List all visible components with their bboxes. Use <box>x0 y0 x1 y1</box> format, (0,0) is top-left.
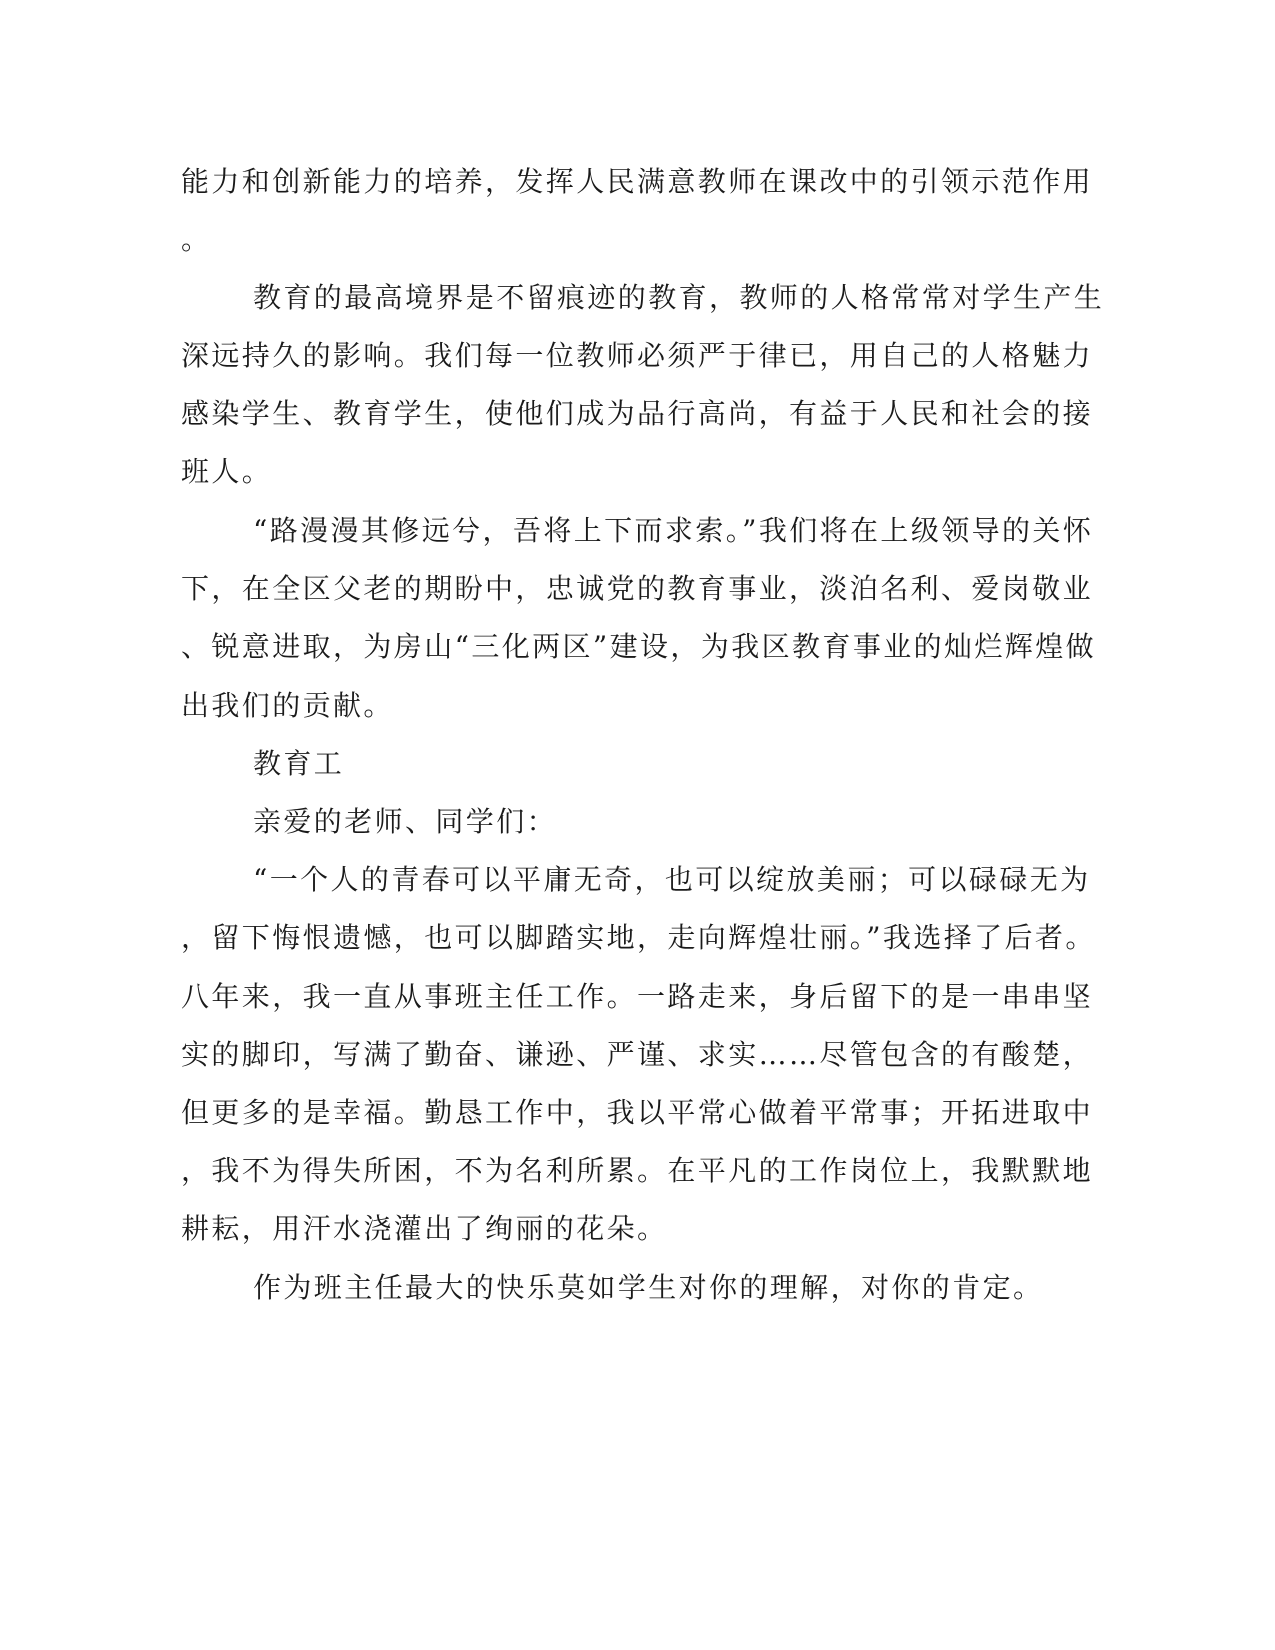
text-line: 深远持久的影响。我们每一位教师必须严于律已，用自己的人格魅力 <box>181 339 1094 372</box>
text-line: 实的脚印，写满了勤奋、谦逊、严谨、求实……尽管包含的有酸楚， <box>181 1038 1094 1071</box>
text-line: 八年来，我一直从事班主任工作。一路走来，身后留下的是一串串坚 <box>181 980 1094 1013</box>
text-line: 出我们的贡献。 <box>181 689 394 722</box>
text-line: 班人。 <box>181 455 273 488</box>
text-line: 下，在全区父老的期盼中，忠诚党的教育事业，淡泊名利、爱岗敬业 <box>181 572 1094 605</box>
text-line: ，留下悔恨遗憾，也可以脚踏实地，走向辉煌壮丽。”我选择了后者。 <box>181 921 1096 954</box>
text-line: 。 <box>181 223 212 256</box>
paragraph-start-line: 教育的最高境界是不留痕迹的教育，教师的人格常常对学生产生 <box>253 281 1105 314</box>
text-line: 、锐意进取，为房山“三化两区”建设，为我区教育事业的灿烂辉煌做 <box>181 630 1097 663</box>
paragraph-start-line: 作为班主任最大的快乐莫如学生对你的理解，对你的肯定。 <box>253 1271 1044 1304</box>
paragraph-start-line: “路漫漫其修远兮，吾将上下而求索。”我们将在上级领导的关怀 <box>253 514 1094 547</box>
text-line: ，我不为得失所困，不为名利所累。在平凡的工作岗位上，我默默地 <box>181 1154 1094 1187</box>
salutation: 亲爱的老师、同学们： <box>253 805 558 838</box>
text-line: 感染学生、教育学生，使他们成为品行高尚，有益于人民和社会的接 <box>181 397 1094 430</box>
paragraph-start-line: “一个人的青春可以平庸无奇，也可以绽放美丽；可以碌碌无为 <box>253 863 1091 896</box>
section-heading: 教育工 <box>253 747 345 780</box>
text-line: 能力和创新能力的培养，发挥人民满意教师在课改中的引领示范作用 <box>181 165 1094 198</box>
text-line: 耕耘，用汗水浇灌出了绚丽的花朵。 <box>181 1212 668 1245</box>
text-line: 但更多的是幸福。勤恳工作中，我以平常心做着平常事；开拓进取中 <box>181 1096 1094 1129</box>
